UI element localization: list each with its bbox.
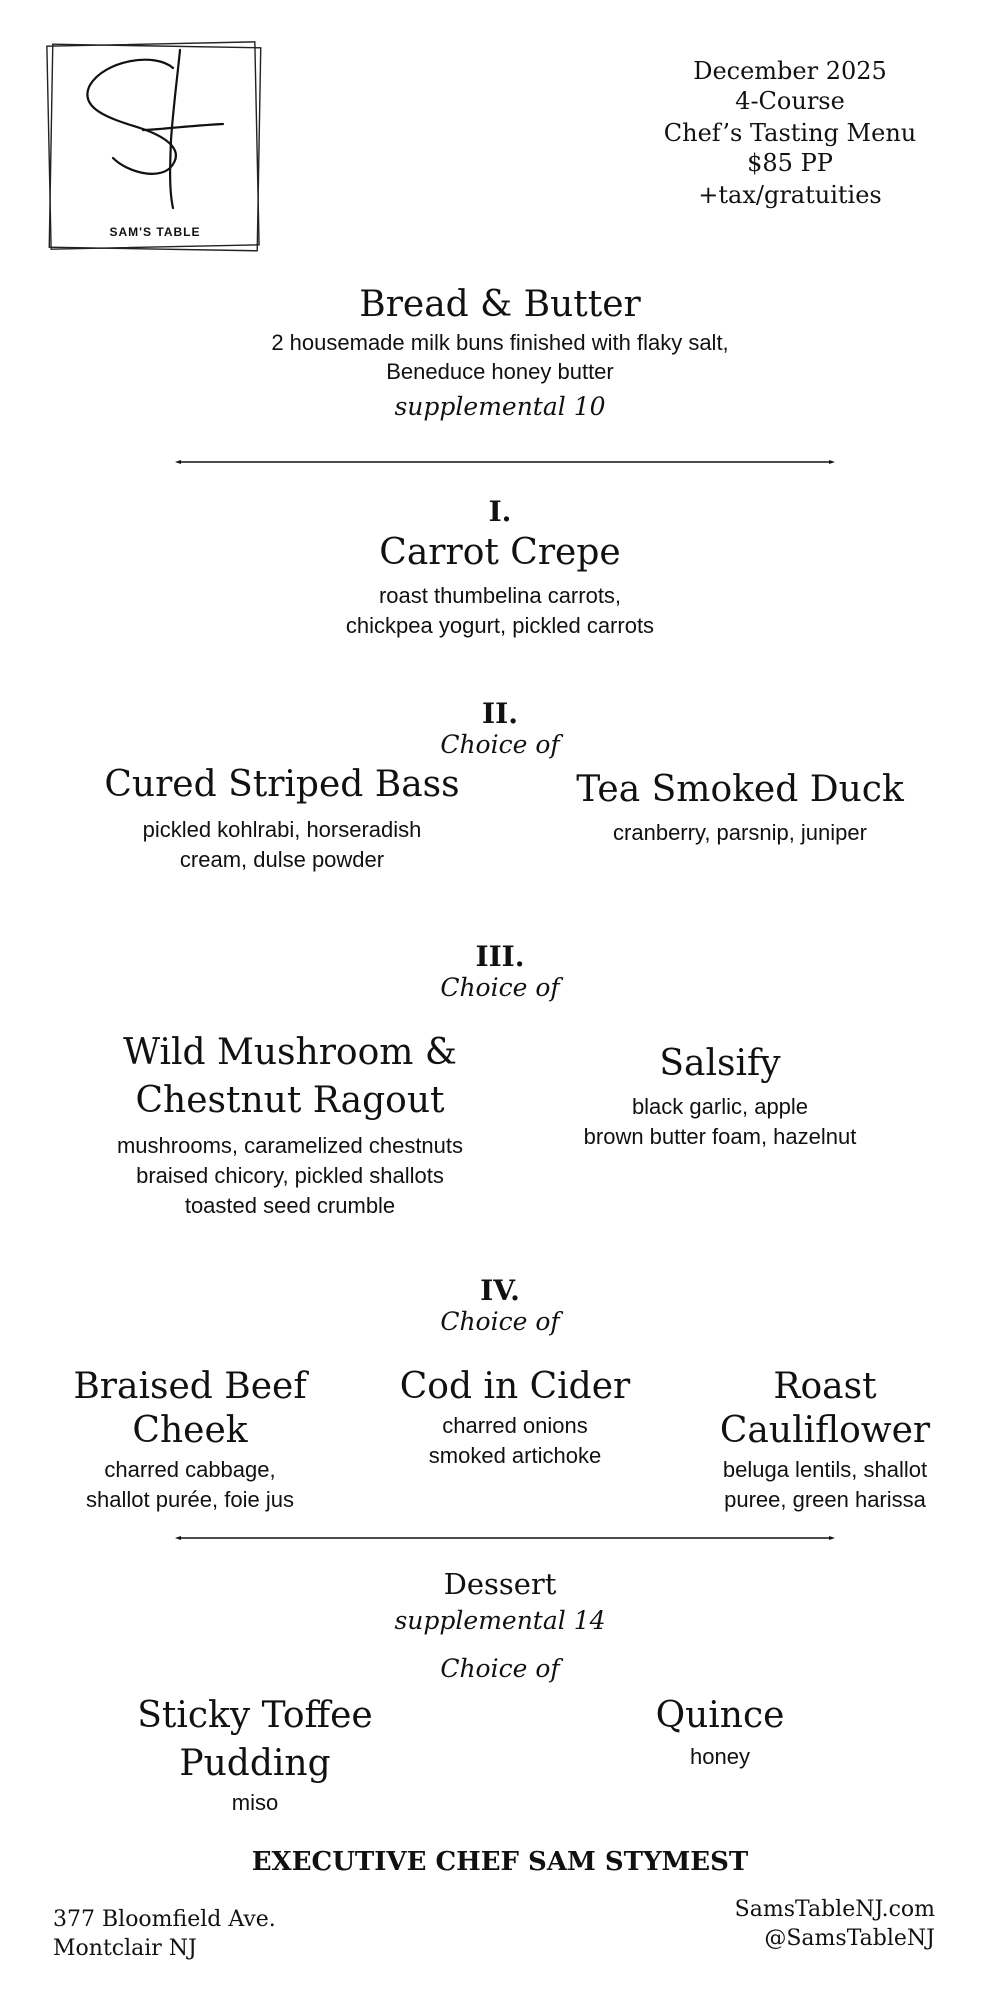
address-line2: Montclair NJ — [53, 1936, 197, 1961]
dessert-dish-1 — [90, 1692, 420, 1818]
course-1-numeral: I. — [488, 495, 512, 528]
dish-desc-line1: beluga lentils, shallot — [722, 1457, 928, 1482]
social-handle[interactable]: @SamsTableNJ — [764, 1926, 935, 1951]
course-2-dish-2 — [540, 768, 940, 848]
course-3-numeral: III. — [475, 940, 525, 973]
website-link[interactable]: SamsTableNJ.com — [734, 1897, 935, 1922]
dish-desc-line1: mushrooms, caramelized chestnuts — [116, 1133, 464, 1158]
dish-desc-line2: shallot purée, foie jus — [86, 1487, 294, 1512]
dessert-title: Dessert — [443, 1567, 557, 1601]
dish-desc-line1: charred onions — [442, 1413, 588, 1438]
dish-title: Cod in Cider — [399, 1366, 631, 1407]
executive-chef: EXECUTIVE CHEF SAM STYMEST — [251, 1847, 749, 1877]
course-3-choice: Choice of — [440, 973, 560, 1002]
restaurant-address — [53, 1905, 276, 1963]
dish-title: Tea Smoked Duck — [576, 769, 904, 810]
address-line1: 377 Bloomfield Ave. — [53, 1907, 276, 1932]
dish-title-line2: Pudding — [179, 1743, 331, 1784]
dish-desc-line2: brown butter foam, hazelnut — [583, 1124, 857, 1149]
dish-desc-line1: honey — [690, 1744, 750, 1769]
dish-title-line1: Wild Mushroom & — [123, 1032, 457, 1073]
menu-price: $85 PP — [747, 149, 833, 177]
restaurant-logo — [45, 40, 265, 255]
section-divider — [175, 455, 835, 469]
menu-date: December 2025 — [693, 57, 887, 85]
course-1-title: Carrot Crepe — [379, 532, 621, 573]
course-4-dish-1 — [20, 1365, 360, 1515]
course-3-dish-2 — [520, 1042, 920, 1152]
dish-desc-line2: smoked artichoke — [428, 1443, 602, 1468]
dish-desc-line2: cream, dulse powder — [179, 847, 385, 872]
menu-header-info — [660, 56, 920, 210]
bread-desc-line2: Beneduce honey butter — [386, 359, 614, 384]
logo-name: SAM'S TABLE — [109, 225, 201, 239]
bread-desc-line1: 2 housemade milk buns finished with flaky salt, — [271, 330, 729, 355]
course-2-choice: Choice of — [440, 730, 560, 759]
dish-desc-line3: toasted seed crumble — [184, 1193, 396, 1218]
dish-desc-line2: braised chicory, pickled shallots — [136, 1163, 444, 1188]
course-2-numeral: II. — [482, 697, 518, 730]
menu-name: Chef’s Tasting Menu — [663, 119, 917, 147]
dish-title: Roast Cauliflower — [719, 1366, 931, 1451]
dish-desc-line1: cranberry, parsnip, juniper — [613, 820, 867, 845]
dish-title: Braised Beef Cheek — [73, 1366, 307, 1451]
dish-desc-line1: pickled kohlrabi, horseradish — [142, 817, 422, 842]
dish-title: Salsify — [659, 1043, 781, 1084]
course-4-dish-3 — [665, 1365, 985, 1515]
bread-title: Bread & Butter — [359, 284, 641, 325]
dessert-dish-2 — [560, 1692, 880, 1772]
section-divider — [175, 1531, 835, 1545]
course-4-choice: Choice of — [440, 1307, 560, 1336]
dish-title: Quince — [655, 1695, 785, 1736]
dish-desc-line1: charred cabbage, — [104, 1457, 276, 1482]
dish-title-line1: Sticky Toffee — [137, 1695, 373, 1736]
course-4-numeral: IV. — [480, 1274, 520, 1307]
dish-desc-line2: puree, green harissa — [724, 1487, 926, 1512]
tax-note: +tax/gratuities — [698, 181, 882, 209]
dish-desc-line1: miso — [231, 1790, 279, 1815]
logo-monogram-icon — [45, 40, 265, 255]
dessert-choice: Choice of — [440, 1654, 560, 1683]
dish-desc-line1: black garlic, apple — [631, 1094, 809, 1119]
course-3-dish-1 — [70, 1029, 510, 1221]
dish-title-line2: Chestnut Ragout — [135, 1080, 445, 1121]
course-1-desc-line2: chickpea yogurt, pickled carrots — [345, 613, 655, 638]
course-1-desc-line1: roast thumbelina carrots, — [378, 583, 622, 608]
course-count: 4-Course — [735, 87, 845, 115]
course-4-dish-2 — [370, 1365, 660, 1471]
restaurant-contact — [735, 1895, 935, 1953]
bread-supplemental: supplemental 10 — [394, 392, 606, 421]
dessert-supplemental: supplemental 14 — [394, 1606, 606, 1635]
dish-title: Cured Striped Bass — [104, 764, 460, 805]
course-2-dish-1 — [82, 763, 482, 875]
